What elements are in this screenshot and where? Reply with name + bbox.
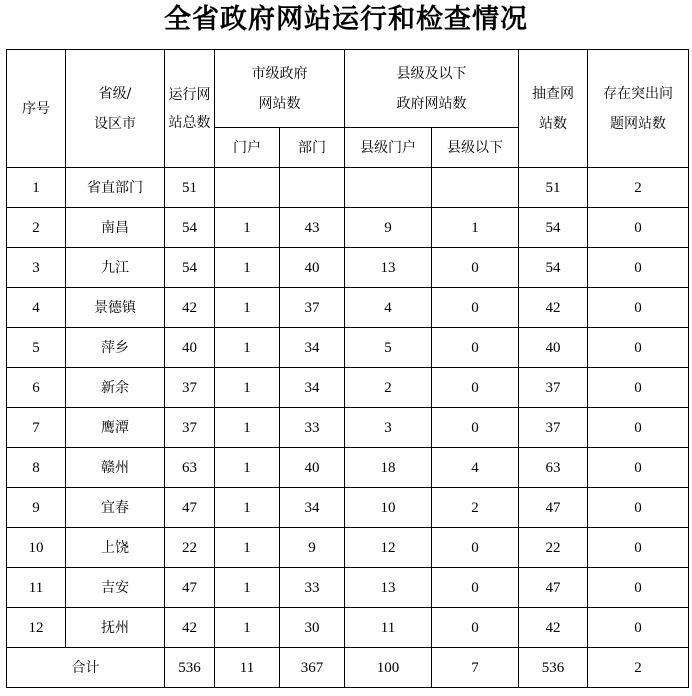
cell-county-portal: 3 <box>345 408 432 448</box>
table-row <box>7 488 689 528</box>
cell-county-portal: 13 <box>345 248 432 288</box>
cell-checked: 51 <box>519 168 588 208</box>
cell-county-below <box>432 168 519 208</box>
cell-county-below: 0 <box>432 248 519 288</box>
cell-region: 宜春 <box>66 488 165 528</box>
cell-seq: 1 <box>7 168 66 208</box>
cell-total: 51 <box>165 168 215 208</box>
cell-seq: 8 <box>7 448 66 488</box>
cell-problem: 0 <box>588 488 689 528</box>
cell-seq: 3 <box>7 248 66 288</box>
header-problem-line2: 题网站数 <box>610 115 666 132</box>
cell-city-dept: 43 <box>280 208 345 248</box>
cell-region: 景德镇 <box>66 288 165 328</box>
cell-checked: 47 <box>519 568 588 608</box>
cell-problem: 0 <box>588 608 689 648</box>
cell-city-portal: 1 <box>215 248 280 288</box>
cell-seq: 6 <box>7 368 66 408</box>
cell-checked: 40 <box>519 328 588 368</box>
header-checked <box>519 50 588 168</box>
cell-county-portal: 10 <box>345 488 432 528</box>
header-city-line2: 网站数 <box>258 95 301 112</box>
cell-problem: 0 <box>588 528 689 568</box>
cell-city-dept: 34 <box>280 328 345 368</box>
cell-problem: 0 <box>588 248 689 288</box>
header-county-portal: 县级门户 <box>345 128 432 168</box>
table-row <box>7 568 689 608</box>
cell-city-portal: 1 <box>215 368 280 408</box>
header-county-line2: 政府网站数 <box>396 95 467 112</box>
table-row <box>7 368 689 408</box>
cell-county-below: 0 <box>432 608 519 648</box>
header-city <box>215 50 345 128</box>
cell-city-dept: 9 <box>280 528 345 568</box>
cell-county-portal: 5 <box>345 328 432 368</box>
cell-county-portal: 9 <box>345 208 432 248</box>
cell-region: 抚州 <box>66 608 165 648</box>
header-seq: 序号 <box>7 50 66 168</box>
table-row <box>7 528 689 568</box>
table-row <box>7 168 689 208</box>
cell-city-portal: 1 <box>215 608 280 648</box>
cell-seq: 10 <box>7 528 66 568</box>
cell-seq: 11 <box>7 568 66 608</box>
cell-checked: 22 <box>519 528 588 568</box>
cell-total: 54 <box>165 248 215 288</box>
totals-problem: 2 <box>588 648 689 688</box>
cell-total: 63 <box>165 448 215 488</box>
site-check-table <box>6 49 689 688</box>
cell-city-portal: 1 <box>215 528 280 568</box>
cell-problem: 2 <box>588 168 689 208</box>
cell-county-below: 2 <box>432 488 519 528</box>
cell-problem: 0 <box>588 448 689 488</box>
cell-city-portal: 1 <box>215 288 280 328</box>
page-title: 全省政府网站运行和检查情况 <box>164 4 528 35</box>
header-region-line1: 省级/ <box>98 85 132 102</box>
cell-region: 吉安 <box>66 568 165 608</box>
cell-problem: 0 <box>588 208 689 248</box>
cell-city-dept: 33 <box>280 408 345 448</box>
header-total-line2: 站总数 <box>168 114 211 131</box>
cell-city-portal <box>215 168 280 208</box>
cell-total: 47 <box>165 568 215 608</box>
totals-city-dept: 367 <box>280 648 345 688</box>
header-county-below: 县级以下 <box>432 128 519 168</box>
cell-seq: 2 <box>7 208 66 248</box>
header-problem <box>588 50 689 168</box>
cell-checked: 54 <box>519 208 588 248</box>
table-row <box>7 408 689 448</box>
cell-total: 37 <box>165 408 215 448</box>
cell-seq: 4 <box>7 288 66 328</box>
header-total <box>165 50 215 168</box>
cell-city-portal: 1 <box>215 488 280 528</box>
cell-total: 54 <box>165 208 215 248</box>
cell-city-dept: 34 <box>280 368 345 408</box>
cell-county-portal: 12 <box>345 528 432 568</box>
cell-total: 22 <box>165 528 215 568</box>
table-row <box>7 248 689 288</box>
cell-problem: 0 <box>588 408 689 448</box>
cell-region: 九江 <box>66 248 165 288</box>
header-county <box>345 50 519 128</box>
totals-total: 536 <box>165 648 215 688</box>
cell-total: 37 <box>165 368 215 408</box>
cell-checked: 37 <box>519 368 588 408</box>
totals-city-portal: 11 <box>215 648 280 688</box>
cell-region: 南昌 <box>66 208 165 248</box>
cell-total: 47 <box>165 488 215 528</box>
table-row <box>7 288 689 328</box>
table-row <box>7 328 689 368</box>
cell-city-portal: 1 <box>215 408 280 448</box>
cell-county-below: 0 <box>432 288 519 328</box>
cell-city-dept: 30 <box>280 608 345 648</box>
cell-total: 40 <box>165 328 215 368</box>
cell-city-portal: 1 <box>215 568 280 608</box>
cell-county-portal: 18 <box>345 448 432 488</box>
cell-region: 萍乡 <box>66 328 165 368</box>
cell-problem: 0 <box>588 288 689 328</box>
cell-city-dept: 34 <box>280 488 345 528</box>
cell-total: 42 <box>165 288 215 328</box>
cell-region: 上饶 <box>66 528 165 568</box>
cell-county-portal: 13 <box>345 568 432 608</box>
totals-county-below: 7 <box>432 648 519 688</box>
cell-county-below: 0 <box>432 328 519 368</box>
cell-county-below: 0 <box>432 568 519 608</box>
cell-total: 42 <box>165 608 215 648</box>
cell-county-portal: 4 <box>345 288 432 328</box>
cell-checked: 47 <box>519 488 588 528</box>
header-region <box>66 50 165 168</box>
cell-city-portal: 1 <box>215 208 280 248</box>
cell-city-dept <box>280 168 345 208</box>
header-total-line1: 运行网 <box>168 86 211 103</box>
cell-seq: 7 <box>7 408 66 448</box>
cell-problem: 0 <box>588 568 689 608</box>
cell-problem: 0 <box>588 368 689 408</box>
header-checked-line2: 站数 <box>539 115 567 132</box>
totals-row <box>7 648 689 688</box>
cell-region: 新余 <box>66 368 165 408</box>
totals-checked: 536 <box>519 648 588 688</box>
table-row <box>7 608 689 648</box>
cell-region: 鹰潭 <box>66 408 165 448</box>
table-row <box>7 448 689 488</box>
cell-checked: 42 <box>519 288 588 328</box>
cell-county-below: 0 <box>432 368 519 408</box>
cell-region: 赣州 <box>66 448 165 488</box>
cell-seq: 5 <box>7 328 66 368</box>
cell-checked: 63 <box>519 448 588 488</box>
table-row <box>7 208 689 248</box>
cell-checked: 37 <box>519 408 588 448</box>
cell-city-dept: 33 <box>280 568 345 608</box>
cell-county-portal: 2 <box>345 368 432 408</box>
cell-city-dept: 40 <box>280 248 345 288</box>
cell-problem: 0 <box>588 328 689 368</box>
header-city-dept: 部门 <box>280 128 345 168</box>
cell-county-below: 4 <box>432 448 519 488</box>
cell-city-dept: 40 <box>280 448 345 488</box>
cell-county-below: 0 <box>432 408 519 448</box>
cell-seq: 12 <box>7 608 66 648</box>
cell-county-below: 0 <box>432 528 519 568</box>
totals-label: 合计 <box>7 648 165 688</box>
cell-county-below: 1 <box>432 208 519 248</box>
cell-city-dept: 37 <box>280 288 345 328</box>
cell-checked: 42 <box>519 608 588 648</box>
header-county-line1: 县级及以下 <box>396 65 467 82</box>
cell-county-portal: 11 <box>345 608 432 648</box>
header-city-portal: 门户 <box>215 128 280 168</box>
cell-checked: 54 <box>519 248 588 288</box>
header-city-line1: 市级政府 <box>251 65 308 82</box>
cell-county-portal <box>345 168 432 208</box>
header-region-line2: 设区市 <box>94 115 136 132</box>
header-problem-line1: 存在突出问 <box>603 85 673 102</box>
cell-region: 省直部门 <box>66 168 165 208</box>
header-checked-line1: 抽查网 <box>532 85 574 102</box>
totals-county-portal: 100 <box>345 648 432 688</box>
cell-city-portal: 1 <box>215 328 280 368</box>
cell-city-portal: 1 <box>215 448 280 488</box>
cell-seq: 9 <box>7 488 66 528</box>
